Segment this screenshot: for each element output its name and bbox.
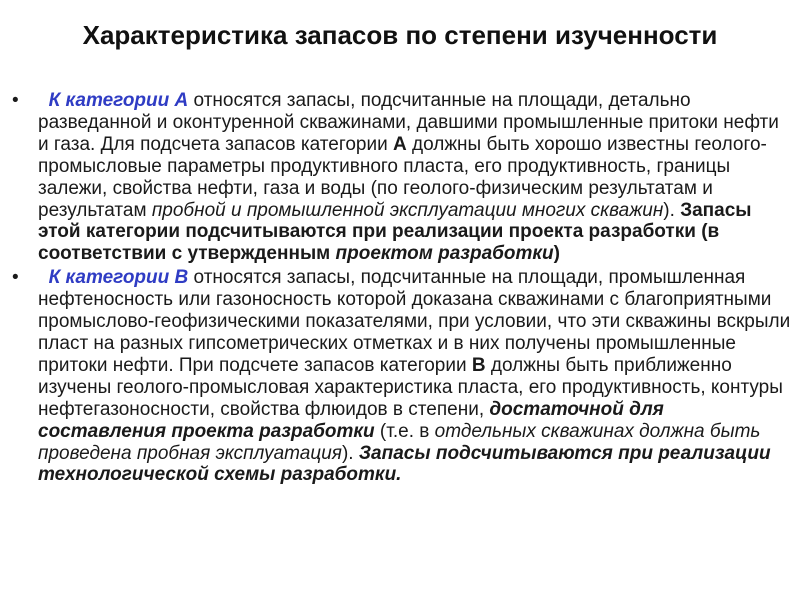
list-item-category-a [12, 90, 792, 265]
bold-text-segment: ) [553, 243, 560, 265]
category-b-text [38, 267, 790, 485]
bullet-list [12, 90, 792, 486]
bullet-icon: • [12, 267, 19, 289]
text-segment: должны быть приближенно изучены геолого-промысловая характеристика пласта, его продуктивность, контуры нефтегазоносности, свойства флюидов в степени, [38, 354, 783, 420]
text-segment: относятся запасы, подсчитанные на площади, детально разведанной и оконтуренной скважинами, давшими промышленные притоки нефти и газа. Для подсчета запасов категории [38, 90, 779, 155]
text-segment: должны быть хорошо известны геолого-промысловые параметры продуктивного пласта, его продуктивность, границы залежи, свойства нефти, газа и воды (по геолого-физическим результатам и результатам [38, 133, 767, 221]
bold-italic-text-segment: достаточной для составления проекта разработки [38, 398, 664, 442]
bold-italic-text-segment: проектом разработки [335, 243, 554, 265]
text-segment: относятся запасы, подсчитанные на площади, промышленная нефтеносность или газоносность которой доказана скважинами с благоприятными промыслово-геофизическими показателями, при условии, что эти скважины вскрыли пласт на разных гипсометрических отметках и в них получены промышленные притоки нефти. При подсчете запасов категории [38, 267, 791, 376]
bold-italic-text-segment: Запасы подсчитываются при реализации технологической схемы разработки. [38, 442, 771, 486]
category-a-text [38, 90, 779, 264]
category-b-letter: В [471, 354, 486, 376]
italic-text-segment: пробной и промышленной эксплуатации многих скважин [151, 199, 664, 221]
text-segment: ). [663, 199, 681, 221]
bullet-icon: • [12, 90, 19, 111]
category-a-letter: А [392, 133, 407, 155]
list-item-category-b [12, 267, 792, 486]
italic-text-segment: отдельных скважинах должна быть проведена пробная эксплуатация [38, 420, 761, 464]
category-a-label: К категории А [48, 90, 189, 111]
text-segment: (т.е. в [374, 420, 435, 442]
text-segment: ). [341, 442, 359, 464]
bold-text-segment: Запасы этой категории подсчитываются при реализации проекта разработки (в соответствии с утвержденным [38, 199, 752, 265]
slide-title: Характеристика запасов по степени изученности [82, 20, 718, 50]
category-b-label: К категории В [48, 267, 189, 289]
